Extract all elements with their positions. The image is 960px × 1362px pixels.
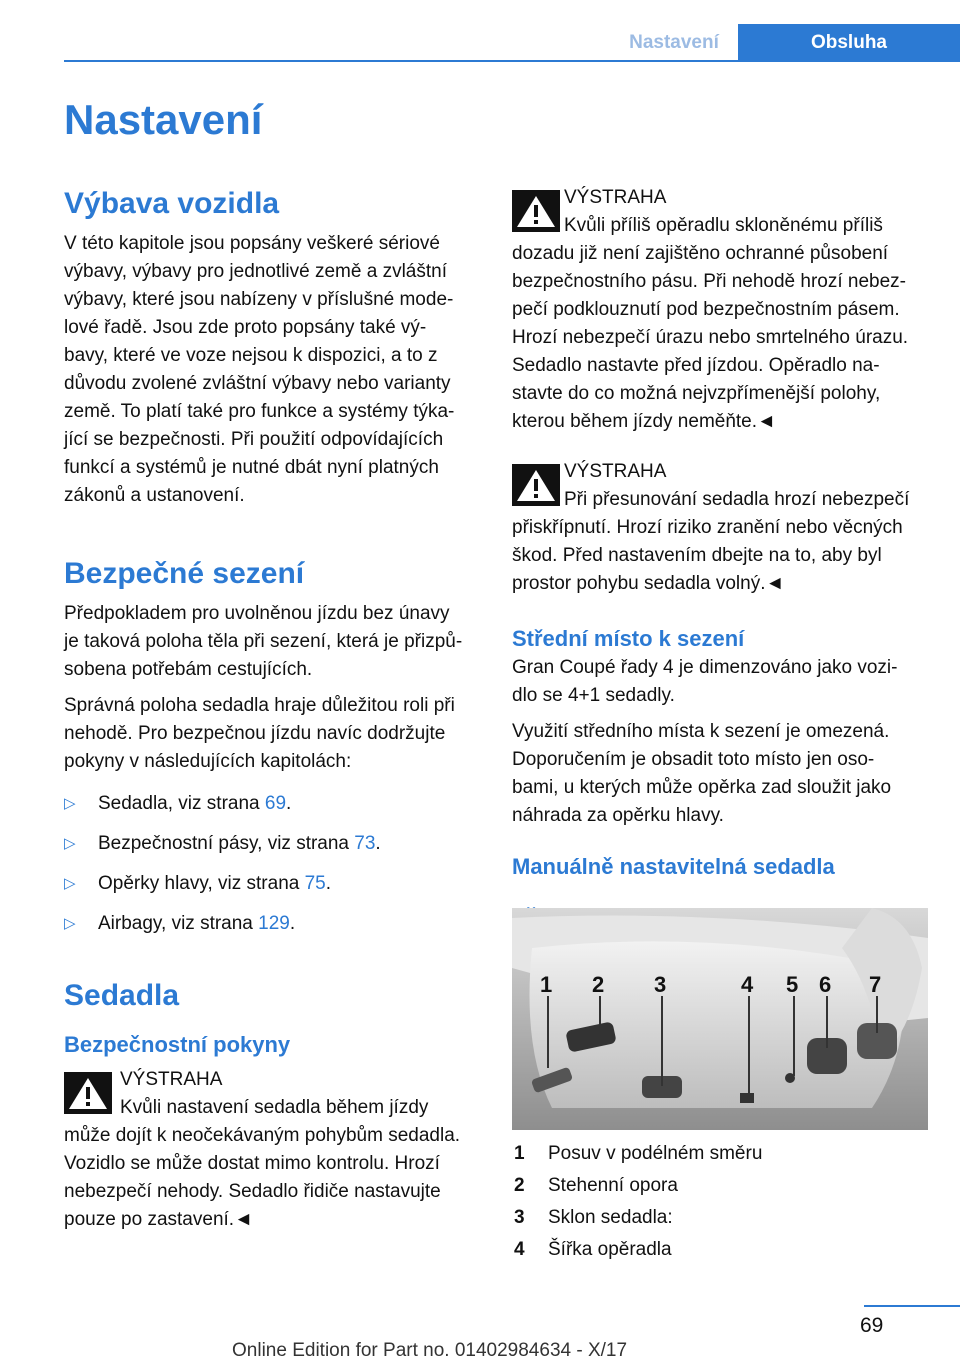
list-item: ▷ Sedadla, viz strana 69. — [64, 790, 484, 818]
footer-edition: Online Edition for Part no. 01402984634 - X/17 — [232, 1340, 628, 1361]
text-line: Doporučením je obsadit toto místo jen oso- — [512, 749, 875, 770]
vybava-paragraph — [64, 230, 484, 510]
right-column — [512, 184, 942, 932]
bullet-text: Airbagy, viz strana — [98, 913, 259, 934]
list-item: ▷ Opěrky hlavy, viz strana 75. — [64, 870, 484, 898]
heading-stredni-misto: Střední místo k sezení — [512, 626, 745, 651]
list-item — [514, 1234, 934, 1266]
warning-triangle-icon — [512, 190, 560, 232]
warning-triangle-icon — [64, 1072, 112, 1114]
callout-number: 5 — [786, 972, 799, 997]
text-line: bami, u kterých může opěrka zad sloužit jako — [512, 777, 892, 798]
text-line: výbavy, které jsou nabízeny v příslušné mode- — [64, 289, 454, 310]
middle-paragraph-2 — [512, 718, 942, 830]
callout-number: 4 — [741, 972, 754, 997]
warning-label: VÝSTRAHA — [564, 461, 667, 482]
heading-sedadla: Sedadla — [64, 979, 180, 1012]
text-line: Při přesunování sedadla hrozí nebezpečí — [564, 489, 910, 510]
heading-bezpecnostni-pokyny: Bezpečnostní pokyny — [64, 1032, 291, 1057]
warning-label: VÝSTRAHA — [120, 1069, 223, 1090]
callout-number: 1 — [540, 972, 553, 997]
text-line: je taková poloha těla při sezení, která je přizpů- — [64, 631, 463, 652]
text-line: Kvůli nastavení sedadla během jízdy — [120, 1097, 429, 1118]
bullet-text: Bezpečnostní pásy, viz strana — [98, 833, 355, 854]
seat-controls-photo — [512, 908, 928, 1130]
text-line: stavte do co možná nejvzpřímenější polohy, — [512, 383, 881, 404]
list-item — [514, 1202, 934, 1234]
text-line: nehodě. Pro bezpečnou jízdu navíc dodržujte — [64, 723, 446, 744]
text-line: bezpečnostního pásu. Při nehodě hrozí nebez- — [512, 271, 906, 292]
footer-rule — [864, 1305, 960, 1307]
chapter-links-list — [64, 790, 484, 938]
text-line: přiskřípnutí. Hrozí riziko zranění nebo věcných — [512, 517, 903, 538]
sezeni-paragraph-2 — [64, 692, 484, 776]
list-item: ▷ Bezpečnostní pásy, viz strana 73. — [64, 830, 484, 858]
text-line: Vozidlo se může dostat mimo kontrolu. Hrozí — [64, 1153, 440, 1174]
text-line: bavy, které ve voze nejsou k dispozici, a to z — [64, 345, 438, 366]
text-line: dozadu již není zajištěno ochranné působení — [512, 243, 889, 264]
legend-label: Stehenní opora — [548, 1175, 678, 1196]
text-line: Gran Coupé řady 4 je dimenzováno jako vozi- — [512, 657, 898, 678]
text-line: Správná poloha sedadla hraje důležitou roli při — [64, 695, 455, 716]
text-line: škod. Před nastavením dbejte na to, aby byl — [512, 545, 882, 566]
callout-number: 7 — [869, 972, 882, 997]
text-line: V této kapitole jsou popsány veškeré sériové — [64, 233, 440, 254]
text-line: funkcí a systémů je nutné dbát nyní platných — [64, 457, 439, 478]
legend-number: 3 — [514, 1207, 525, 1228]
legend-number: 2 — [514, 1175, 525, 1196]
text-line: kterou během jízdy neměňte.◄ — [512, 411, 776, 432]
legend-label: Sklon sedadla: — [548, 1207, 673, 1228]
list-item: ▷ Airbagy, viz strana 129. — [64, 910, 484, 938]
page-link[interactable]: 69 — [264, 793, 287, 814]
heading-vybava-vozidla: Výbava vozidla — [64, 187, 280, 220]
text-line: Předpokladem pro uvolněnou jízdu bez únavy — [64, 603, 450, 624]
text-line: Sedadlo nastavte před jízdou. Opěradlo na- — [512, 355, 880, 376]
triangle-bullet-icon: ▷ — [64, 915, 76, 932]
header-tab-nastaveni[interactable]: Nastavení — [629, 32, 719, 53]
text-line: lové řadě. Jsou zde proto popsány také vý- — [64, 317, 427, 338]
legend-label: Posuv v podélném směru — [548, 1143, 763, 1164]
middle-paragraph-1 — [512, 654, 942, 710]
header-tab-obsluha[interactable]: Obsluha — [738, 24, 960, 62]
text-line: prostor pohybu sedadla volný.◄ — [512, 573, 785, 594]
text-line: sobena potřebám cestujících. — [64, 659, 313, 680]
text-line: Hrozí nebezpečí úrazu nebo smrtelného úrazu. — [512, 327, 909, 348]
warning-backrest — [512, 184, 942, 436]
header-rule — [64, 60, 960, 62]
bullet-text: Opěrky hlavy, viz strana — [98, 873, 305, 894]
legend-label: Šířka opěradla — [548, 1239, 672, 1260]
warning-label: VÝSTRAHA — [564, 187, 667, 208]
warning-triangle-icon — [512, 464, 560, 506]
text-line: náhrada za opěrku hlavy. — [512, 805, 724, 826]
page-title: Nastavení — [64, 96, 263, 143]
photo-legend — [514, 1138, 934, 1266]
text-line: může dojít k neočekávaným pohybům sedadla. — [64, 1125, 461, 1146]
warning-seat-adjust — [64, 1066, 484, 1234]
callout-number: 3 — [654, 972, 667, 997]
bullet-text: Sedadla, viz strana — [98, 793, 265, 814]
heading-bezpecne-sezeni: Bezpečné sezení — [64, 557, 305, 590]
callout-number: 2 — [592, 972, 605, 997]
text-line: zákonů a ustanovení. — [64, 485, 245, 506]
callout-number: 6 — [819, 972, 832, 997]
page-number: 69 — [860, 1314, 884, 1337]
triangle-bullet-icon: ▷ — [64, 795, 76, 812]
text-line: pouze po zastavení.◄ — [64, 1209, 253, 1230]
legend-number: 1 — [514, 1143, 525, 1164]
text-line: nebezpečí nehody. Sedadlo řidiče nastavujte — [64, 1181, 441, 1202]
left-column — [64, 186, 484, 1234]
text-line: Využití středního místa k sezení je omezená. — [512, 721, 890, 742]
text-line: země. To platí také pro funkce a systémy týka- — [64, 401, 455, 422]
text-line: jící se bezpečnosti. Při použití odpovídajících — [64, 429, 444, 450]
heading-manualne-nastavitelna: Manuálně nastavitelná sedadla — [512, 854, 835, 879]
triangle-bullet-icon: ▷ — [64, 835, 76, 852]
sezeni-paragraph-1 — [64, 600, 484, 684]
text-line: výbavy, výbavy pro jednotlivé země a zvláštní — [64, 261, 447, 282]
legend-number: 4 — [514, 1239, 525, 1260]
text-line: pečí podklouznutí pod bezpečnostním pásem. — [512, 299, 900, 320]
page-link[interactable]: 73 — [354, 833, 376, 854]
text-line: důvodu zvolené zvláštní výbavy nebo varianty — [64, 373, 451, 394]
page-link[interactable]: 129 — [258, 913, 290, 934]
triangle-bullet-icon: ▷ — [64, 875, 76, 892]
text-line: dlo se 4+1 sedadly. — [512, 685, 675, 706]
page-link[interactable]: 75 — [304, 873, 326, 894]
text-line: pokyny v následujících kapitolách: — [64, 751, 352, 772]
list-item — [514, 1138, 934, 1170]
list-item — [514, 1170, 934, 1202]
warning-pinch — [512, 458, 942, 598]
text-line: Kvůli příliš opěradlu skloněnému příliš — [564, 215, 883, 236]
